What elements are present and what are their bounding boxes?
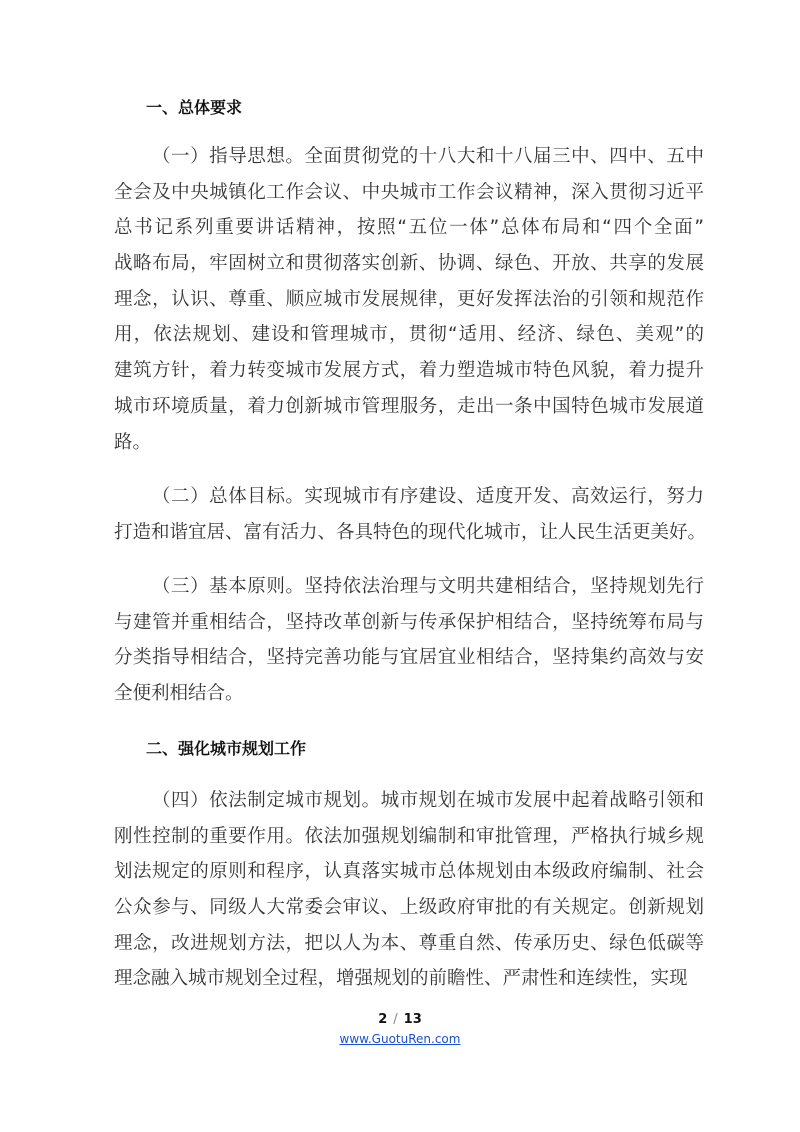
paragraph-overall-goal (114, 479, 707, 550)
current-page: 2 (378, 1012, 388, 1027)
paragraph-guiding-thought (114, 139, 704, 460)
section-heading-1: 一、总体要求 (146, 98, 243, 117)
page-number (0, 1012, 800, 1027)
paragraph-line: （三）基本原则。坚持依法治理与文明共建相结合，坚持规划先行 (152, 576, 704, 597)
paragraph-line: （二）总体目标。实现城市有序建设、适度开发、高效运行，努力 (152, 486, 704, 507)
paragraph-line: 战略布局，牢固树立和贯彻落实创新、协调、绿色、开放、共享的发展 (114, 253, 704, 275)
paragraph-line: 与建管并重相结合，坚持改革创新与传承保护相结合，坚持统筹布局与 (114, 611, 704, 633)
paragraph-basic-principles (114, 569, 704, 712)
paragraph-urban-planning (114, 783, 704, 997)
paragraph-line: 分类指导相结合，坚持完善功能与宜居宜业相结合，坚持集约高效与安 (114, 647, 704, 669)
paragraph-line: 理念融入城市规划全过程，增强规划的前瞻性、严肃性和连续性，实现 (114, 968, 688, 990)
paragraph-line: 刚性控制的重要作用。依法加强规划编制和审批管理，严格执行城乡规 (114, 825, 704, 847)
paragraph-line: 理念，改进规划方法，把以人为本、尊重自然、传承历史、绿色低碳等 (114, 932, 704, 954)
paragraph-line: 打造和谐宜居、富有活力、各具特色的现代化城市，让人民生活更美好。 (114, 521, 707, 543)
paragraph-line: （一）指导思想。全面贯彻党的十八大和十八届三中、四中、五中 (152, 146, 704, 167)
paragraph-line: 理念，认识、尊重、顺应城市发展规律，更好发挥法治的引领和规范作 (114, 288, 704, 310)
paragraph-line: 公众参与、同级人大常委会审议、上级政府审批的有关规定。创新规划 (114, 897, 704, 919)
section-heading-2: 二、强化城市规划工作 (146, 739, 307, 758)
paragraph-line: 划法规定的原则和程序，认真落实城市总体规划由本级政府编制、社会 (114, 861, 704, 883)
total-pages: 13 (403, 1012, 422, 1027)
paragraph-line: 总书记系列重要讲话精神，按照“五位一体”总体布局和“四个全面” (114, 217, 704, 239)
paragraph-line: （四）依法制定城市规划。城市规划在城市发展中起着战略引领和 (152, 790, 704, 811)
paragraph-line: 城市环境质量，着力创新城市管理服务，走出一条中国特色城市发展道 (114, 395, 704, 417)
paragraph-line: 全便利相结合。 (114, 683, 244, 705)
paragraph-line: 路。 (114, 431, 152, 453)
paragraph-line: 用，依法规划、建设和管理城市，贯彻“适用、经济、绿色、美观”的 (114, 324, 704, 346)
page-separator: / (393, 1012, 398, 1027)
website-link[interactable]: www.GuotuRen.com (339, 1032, 461, 1046)
paragraph-line: 建筑方针，着力转变城市发展方式，着力塑造城市特色风貌，着力提升 (114, 360, 704, 382)
paragraph-line: 全会及中央城镇化工作会议、中央城市工作会议精神，深入贯彻习近平 (114, 181, 704, 203)
